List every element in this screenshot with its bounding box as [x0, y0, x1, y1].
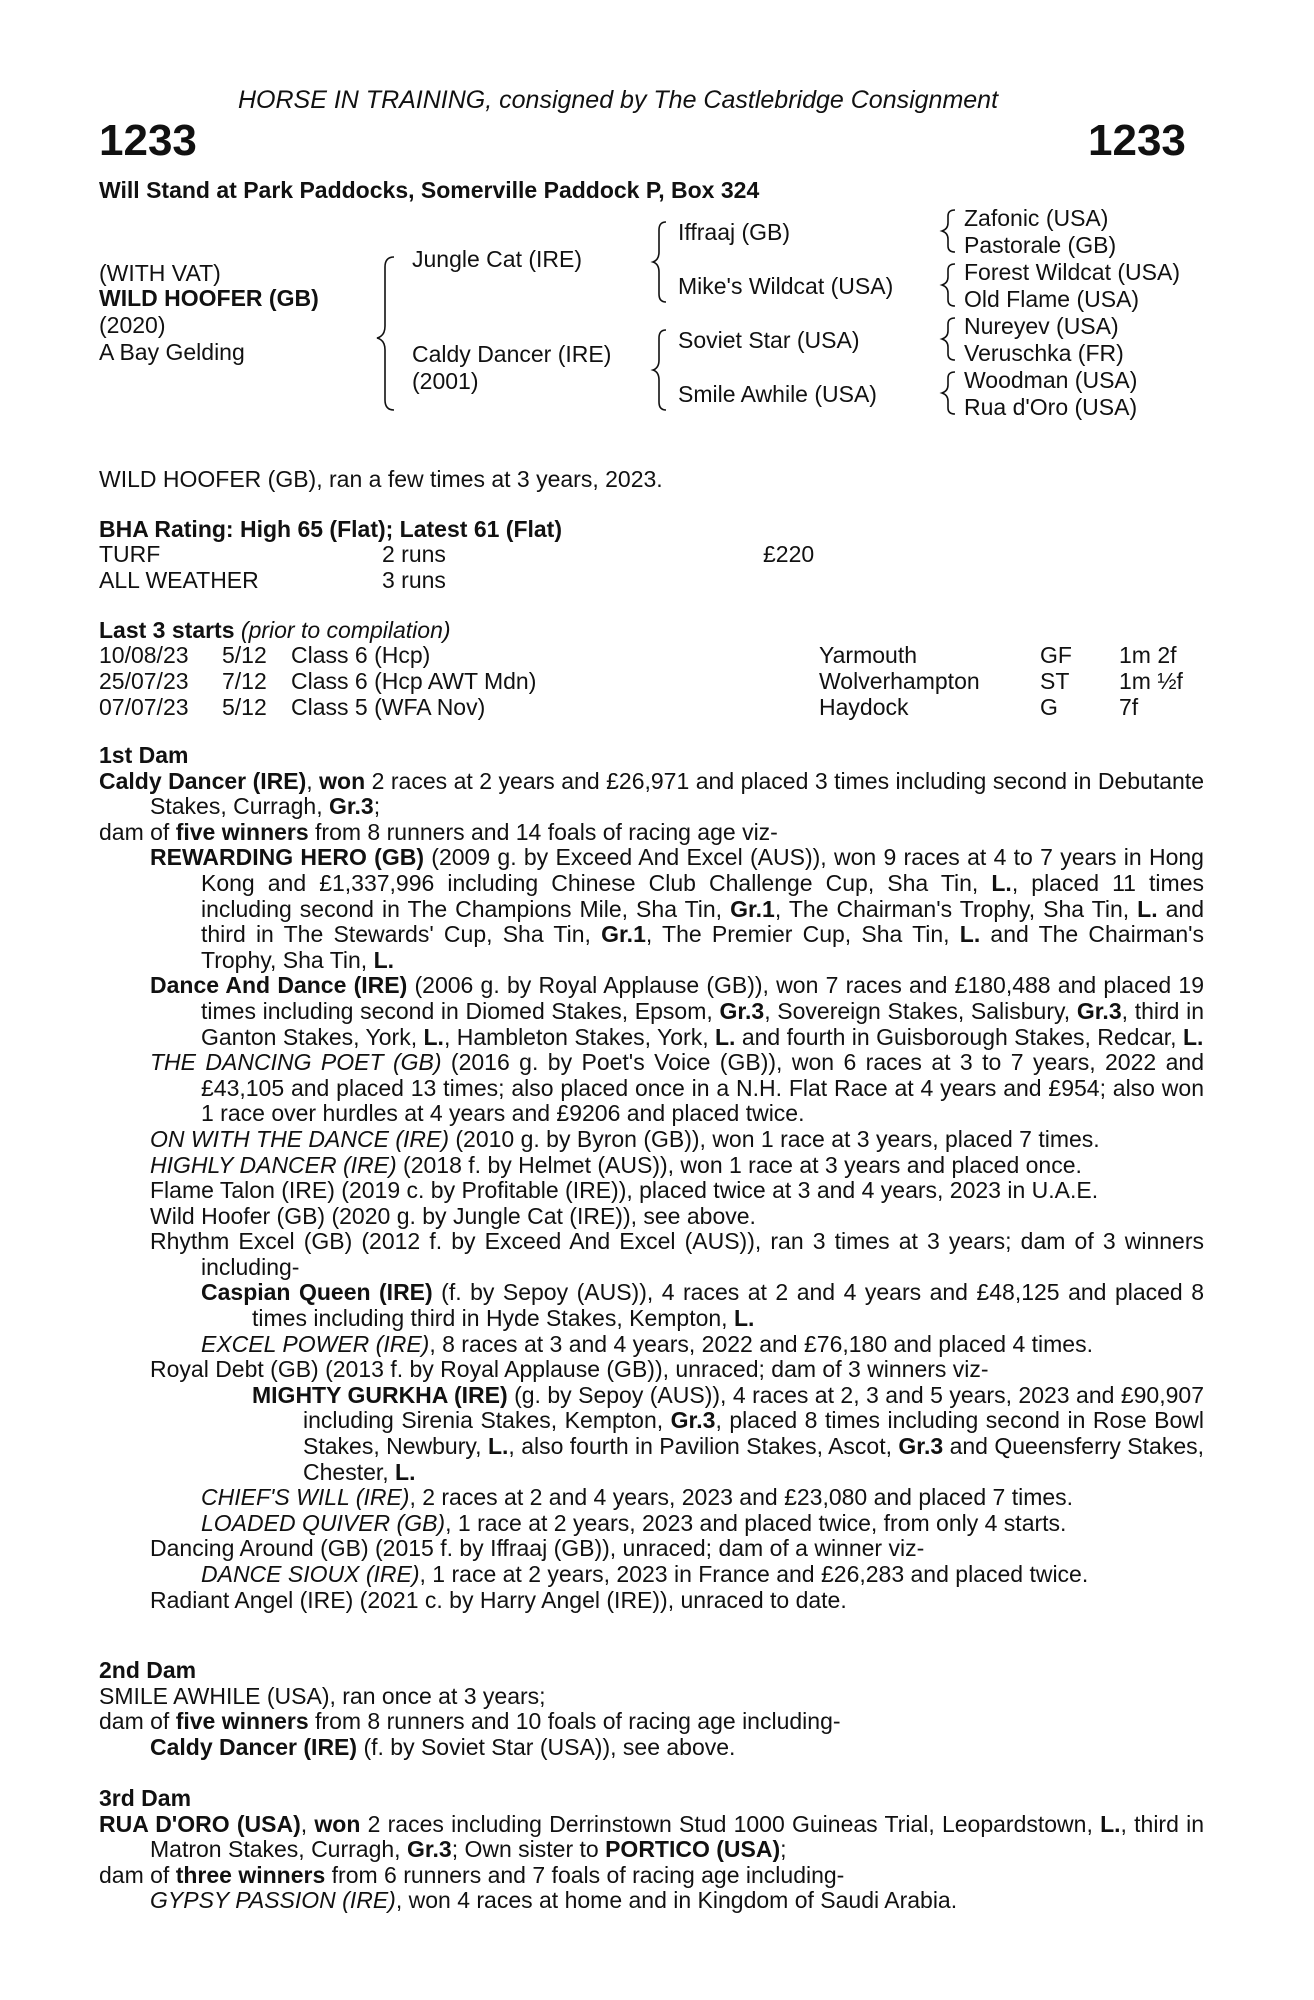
list-item: HIGHLY DANCER (IRE) (2018 f. by Helmet (AUS)), won 1 race at 3 years and placed once. — [150, 1151, 1082, 1178]
start-race: Class 5 (WFA Nov) — [291, 694, 486, 720]
produce-name: THE DANCING POET (GB) — [150, 1049, 442, 1076]
list-item: Caldy Dancer (IRE) (f. by Soviet Star (USA)), see above. — [150, 1733, 736, 1760]
list-item: CHIEF'S WILL (IRE), 2 races at 2 and 4 years, 2023 and £23,080 and placed 7 times. — [201, 1484, 1074, 1511]
last-starts-heading — [99, 617, 451, 644]
list-item: THE DANCING POET (GB) (2016 g. by Poet's Voice (GB)), won 6 races at 3 to 7 years, 2022 and £43,105 and placed 13 times; also placed once in a N.H. Flat Race at 4 years and £954; also won 1 race over hurdles at 4 years and £9206 and placed twice. — [150, 1049, 1204, 1127]
list-item: Dancing Around (GB) (2015 f. by Iffraaj (GB)), unraced; dam of a winner viz- — [150, 1535, 925, 1562]
start-race: Class 6 (Hcp) — [291, 642, 431, 668]
start-race: Class 6 (Hcp AWT Mdn) — [291, 668, 537, 694]
vat-note: (WITH VAT) — [99, 260, 221, 286]
produce-name: MIGHTY GURKHA (IRE) — [252, 1381, 508, 1408]
produce-name: GYPSY PASSION (IRE) — [150, 1887, 396, 1914]
first-dam-produce-summary: dam of five winners from 8 runners and 14 foals of racing age viz- — [99, 818, 778, 845]
stand-location: Will Stand at Park Paddocks, Somerville Paddock P, Box 324 — [99, 177, 760, 203]
start-date: 10/08/23 — [99, 642, 189, 668]
prize-turf: £220 — [763, 541, 815, 567]
list-item: EXCEL POWER (IRE), 8 races at 3 and 4 years, 2022 and £76,180 and placed 4 times. — [201, 1330, 1093, 1357]
list-item: Wild Hoofer (GB) (2020 g. by Jungle Cat (IRE)), see above. — [150, 1202, 756, 1229]
sire-dam-dam: Old Flame (USA) — [964, 286, 1140, 312]
first-dam-name: Caldy Dancer (IRE) — [99, 767, 307, 794]
second-dam-record: SMILE AWHILE (USA), ran once at 3 years; — [99, 1682, 546, 1709]
runs-aw: 3 runs — [382, 567, 446, 593]
first-dam-heading: 1st Dam — [99, 742, 189, 768]
won-label: won — [314, 1810, 361, 1837]
third-dam-section — [99, 1786, 1204, 1914]
list-item: MIGHTY GURKHA (IRE) (g. by Sepoy (AUS)), 4 races at 2, 3 and 5 years, 2023 and £90,907 including Sirenia Stakes, Kempton, Gr.3, placed 8 times including second in Rose Bowl Stakes, Newbury, L., also fourth in Pavilion Stakes, Ascot, Gr.3 and Queensferry Stakes, Chester, L. — [252, 1381, 1205, 1485]
produce-name: REWARDING HERO (GB) — [150, 844, 424, 871]
sire-sire-sire: Zafonic (USA) — [964, 205, 1109, 231]
sire-dam: Mike's Wildcat (USA) — [678, 273, 894, 299]
surface-aw: ALL WEATHER — [99, 567, 259, 593]
start-going: ST — [1040, 668, 1070, 694]
start-course: Haydock — [819, 694, 909, 720]
produce-name: ON WITH THE DANCE (IRE) — [150, 1125, 449, 1152]
sire: Jungle Cat (IRE) — [412, 246, 583, 272]
list-item: LOADED QUIVER (GB), 1 race at 2 years, 2023 and placed twice, from only 4 starts. — [201, 1509, 1067, 1536]
dam-sire: Soviet Star (USA) — [678, 327, 860, 353]
third-dam-name: RUA D'ORO (USA) — [99, 1810, 301, 1837]
dam-year: (2001) — [412, 368, 479, 394]
lot-number-right: 1233 — [1088, 116, 1186, 165]
produce-name: LOADED QUIVER (GB) — [201, 1509, 446, 1536]
produce-name: EXCEL POWER (IRE) — [201, 1330, 430, 1357]
produce-name: HIGHLY DANCER (IRE) — [150, 1151, 397, 1178]
dam: Caldy Dancer (IRE) — [412, 341, 612, 367]
produce-name: DANCE SIOUX (IRE) — [201, 1561, 420, 1587]
race-summary: WILD HOOFER (GB), ran a few times at 3 years, 2023. — [99, 466, 663, 492]
list-item: ON WITH THE DANCE (IRE) (2010 g. by Byron (GB)), won 1 race at 3 years, placed 7 times. — [150, 1125, 1100, 1152]
list-item: GYPSY PASSION (IRE), won 4 races at home and in Kingdom of Saudi Arabia. — [150, 1887, 958, 1914]
list-item: Caspian Queen (IRE) (f. by Sepoy (AUS)), 4 races at 2 and 4 years and £48,125 and placed 8 times including third in Hyde Stakes, Kempton, L. — [201, 1279, 1205, 1332]
second-dam-produce-summary: dam of five winners from 8 runners and 10 foals of racing age including- — [99, 1708, 841, 1735]
list-item: DANCE SIOUX (IRE), 1 race at 2 years, 2023 in France and £26,283 and placed twice. — [201, 1561, 1089, 1587]
produce-name: Dance And Dance (IRE) — [150, 972, 408, 999]
third-dam-heading: 3rd Dam — [99, 1785, 192, 1811]
surface-turf: TURF — [99, 541, 161, 567]
sister-name: PORTICO (USA) — [605, 1836, 781, 1863]
dam-dam-dam: Rua d'Oro (USA) — [964, 394, 1138, 420]
second-dam-section — [99, 1658, 1204, 1760]
second-dam-heading: 2nd Dam — [99, 1657, 197, 1683]
list-item: Flame Talon (IRE) (2019 c. by Profitable (IRE)), placed twice at 3 and 4 years, 2023 in U.A.E. — [150, 1177, 1099, 1204]
dam-sire-dam: Veruschka (FR) — [964, 340, 1124, 366]
last-starts-title: Last 3 starts — [99, 617, 235, 643]
bha-rating: BHA Rating: High 65 (Flat); Latest 61 (Flat) — [99, 516, 562, 542]
list-item: Royal Debt (GB) (2013 f. by Royal Applause (GB)), unraced; dam of 3 winners viz- — [150, 1356, 989, 1383]
dam-sire-sire: Nureyev (USA) — [964, 313, 1119, 339]
consignment-title: HORSE IN TRAINING, consigned by The Castlebridge Consignment — [238, 86, 999, 114]
start-position: 5/12 — [222, 642, 267, 668]
list-item: Radiant Angel (IRE) (2021 c. by Harry Angel (IRE)), unraced to date. — [150, 1586, 847, 1613]
produce-name: CHIEF'S WILL (IRE) — [201, 1484, 410, 1511]
first-dam-section — [99, 743, 1204, 1613]
horse-year: (2020) — [99, 312, 166, 338]
dam-dam: Smile Awhile (USA) — [678, 381, 877, 407]
list-item: Rhythm Excel (GB) (2012 f. by Exceed And Excel (AUS)), ran 3 times at 3 years; dam of 3 winners including- — [150, 1228, 1204, 1280]
start-date: 07/07/23 — [99, 694, 189, 720]
start-course: Yarmouth — [819, 642, 918, 668]
third-dam-record: RUA D'ORO (USA), won 2 races including Derrinstown Stud 1000 Guineas Trial, Leopardstown, L., third in Matron Stakes, Curragh, Gr.3; Own sister to PORTICO (USA); — [99, 1810, 1205, 1863]
sire-dam-sire: Forest Wildcat (USA) — [964, 259, 1180, 285]
start-position: 5/12 — [222, 694, 267, 720]
won-label: won — [319, 767, 366, 794]
start-distance: 7f — [1119, 694, 1139, 720]
start-course: Wolverhampton — [819, 668, 980, 694]
horse-description: A Bay Gelding — [99, 339, 245, 365]
start-position: 7/12 — [222, 668, 267, 694]
start-going: GF — [1040, 642, 1072, 668]
start-date: 25/07/23 — [99, 668, 189, 694]
start-distance: 1m ½f — [1119, 668, 1183, 694]
list-item: REWARDING HERO (GB) (2009 g. by Exceed And Excel (AUS)), won 9 races at 4 to 7 years in Hong Kong and £1,337,996 including Chinese Club Challenge Cup, Sha Tin, L., placed 11 times including second in The Champions Mile, Sha Tin, Gr.1, The Chairman's Trophy, Sha Tin, L. and third in The Stewards' Cup, Sha Tin, Gr.1, The Premier Cup, Sha Tin, L. and The Chairman's Trophy, Sha Tin, L. — [150, 844, 1205, 973]
produce-name: Caldy Dancer (IRE) — [150, 1733, 358, 1760]
start-distance: 1m 2f — [1119, 642, 1177, 668]
list-item: Dance And Dance (IRE) (2006 g. by Royal Applause (GB)), won 7 races and £180,488 and placed 19 times including second in Diomed Stakes, Epsom, Gr.3, Sovereign Stakes, Salisbury, Gr.3, third in Ganton Stakes, York, L., Hambleton Stakes, York, L. and fourth in Guisborough Stakes, Redcar, L. — [150, 972, 1205, 1050]
produce-name: Caspian Queen (IRE) — [201, 1279, 433, 1306]
horse-name: WILD HOOFER (GB) — [99, 285, 319, 311]
third-dam-produce-summary: dam of three winners from 6 runners and 7 foals of racing age including- — [99, 1861, 845, 1888]
dam-dam-sire: Woodman (USA) — [964, 367, 1138, 393]
first-dam-record: Caldy Dancer (IRE), won 2 races at 2 years and £26,971 and placed 3 times including second in Debutante Stakes, Curragh, Gr.3; — [99, 767, 1204, 820]
sire-sire-dam: Pastorale (GB) — [964, 232, 1117, 258]
last-starts-note: (prior to compilation) — [240, 617, 451, 643]
runs-turf: 2 runs — [382, 541, 446, 567]
sire-sire: Iffraaj (GB) — [678, 219, 791, 245]
lot-number-left: 1233 — [99, 116, 197, 165]
start-going: G — [1040, 694, 1058, 720]
